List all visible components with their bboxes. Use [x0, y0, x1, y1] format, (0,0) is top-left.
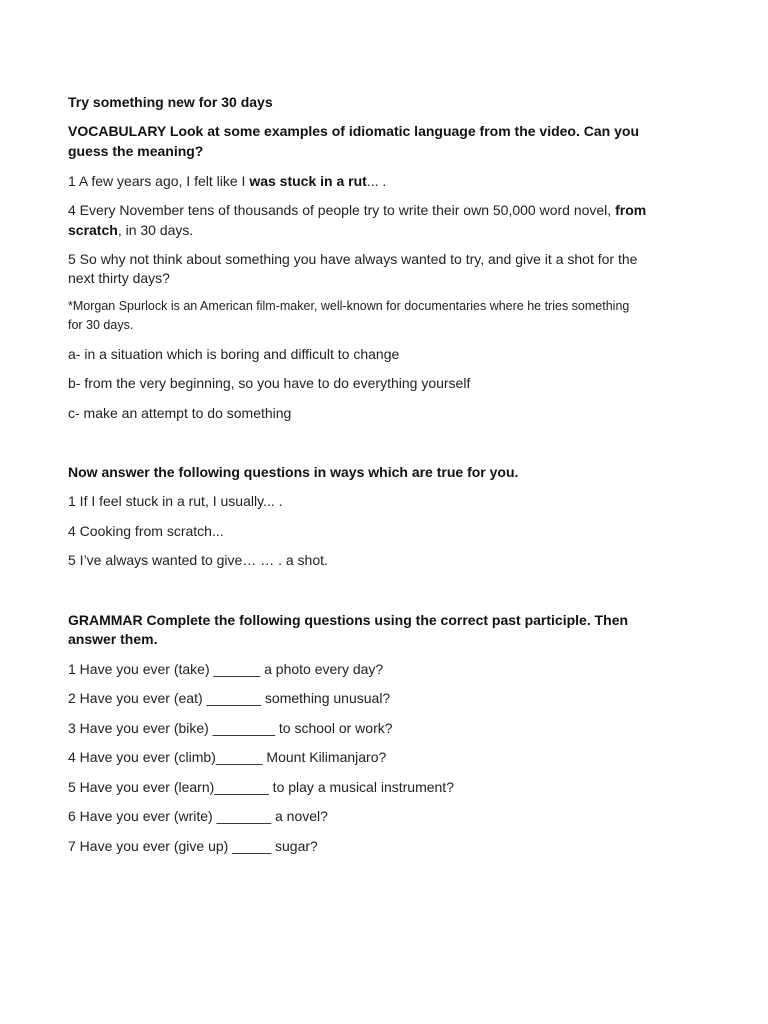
example-1-text: 1 A few years ago, I felt like I: [68, 173, 250, 189]
personal-item-4: 4 Cooking from scratch...: [68, 523, 224, 539]
vocabulary-example-5-line2: next thirty days?: [68, 270, 170, 286]
vocabulary-heading-line1: VOCABULARY Look at some examples of idiomatic language from the video. Can you: [68, 123, 639, 139]
vocabulary-example-4-line2: [68, 221, 193, 241]
grammar-heading-line1: GRAMMAR Complete the following questions using the correct past participle. Then: [68, 612, 629, 628]
meaning-a: a- in a situation which is boring and difficult to change: [68, 346, 400, 362]
vocabulary-example-4-line1: [68, 201, 646, 221]
example-1-ellipsis: ... .: [366, 173, 387, 189]
example-4-ending: , in 30 days.: [117, 222, 194, 238]
footnote-line1: *Morgan Spurlock is an American film-maker, well-known for documentaries where he tries something: [68, 299, 630, 313]
vocabulary-example-1: [68, 172, 386, 192]
vocabulary-example-5-line1: 5 So why not think about something you have always wanted to try, and give it a shot for the: [68, 251, 638, 267]
example-4-text: 4 Every November tens of thousands of people try to write their own 50,000 word novel,: [68, 202, 616, 218]
page-title: Try something new for 30 days: [68, 94, 273, 110]
grammar-question-3: 3 Have you ever (bike) ________ to school or work?: [68, 720, 393, 736]
example-1-idiom: was stuck in a rut: [249, 173, 367, 189]
grammar-question-2: 2 Have you ever (eat) _______ something unusual?: [68, 690, 391, 706]
personal-item-5: 5 I’ve always wanted to give… … . a shot.: [68, 552, 328, 568]
example-4-idiom-part1: from: [615, 202, 647, 218]
personal-item-1: 1 If I feel stuck in a rut, I usually... .: [68, 493, 283, 509]
grammar-heading-line2: answer them.: [68, 631, 158, 647]
vocabulary-heading-line2: guess the meaning?: [68, 143, 204, 159]
grammar-question-5: 5 Have you ever (learn)_______ to play a musical instrument?: [68, 779, 454, 795]
grammar-question-7: 7 Have you ever (give up) _____ sugar?: [68, 838, 318, 854]
grammar-question-4: 4 Have you ever (climb)______ Mount Kilimanjaro?: [68, 749, 387, 765]
personal-heading: Now answer the following questions in ways which are true for you.: [68, 464, 519, 480]
meaning-c: c- make an attempt to do something: [68, 405, 292, 421]
grammar-question-1: 1 Have you ever (take) ______ a photo every day?: [68, 661, 384, 677]
example-4-idiom-part2: scratch: [68, 222, 118, 238]
meaning-b: b- from the very beginning, so you have to do everything yourself: [68, 375, 471, 391]
footnote-line2: for 30 days.: [68, 318, 134, 332]
grammar-question-6: 6 Have you ever (write) _______ a novel?: [68, 808, 328, 824]
